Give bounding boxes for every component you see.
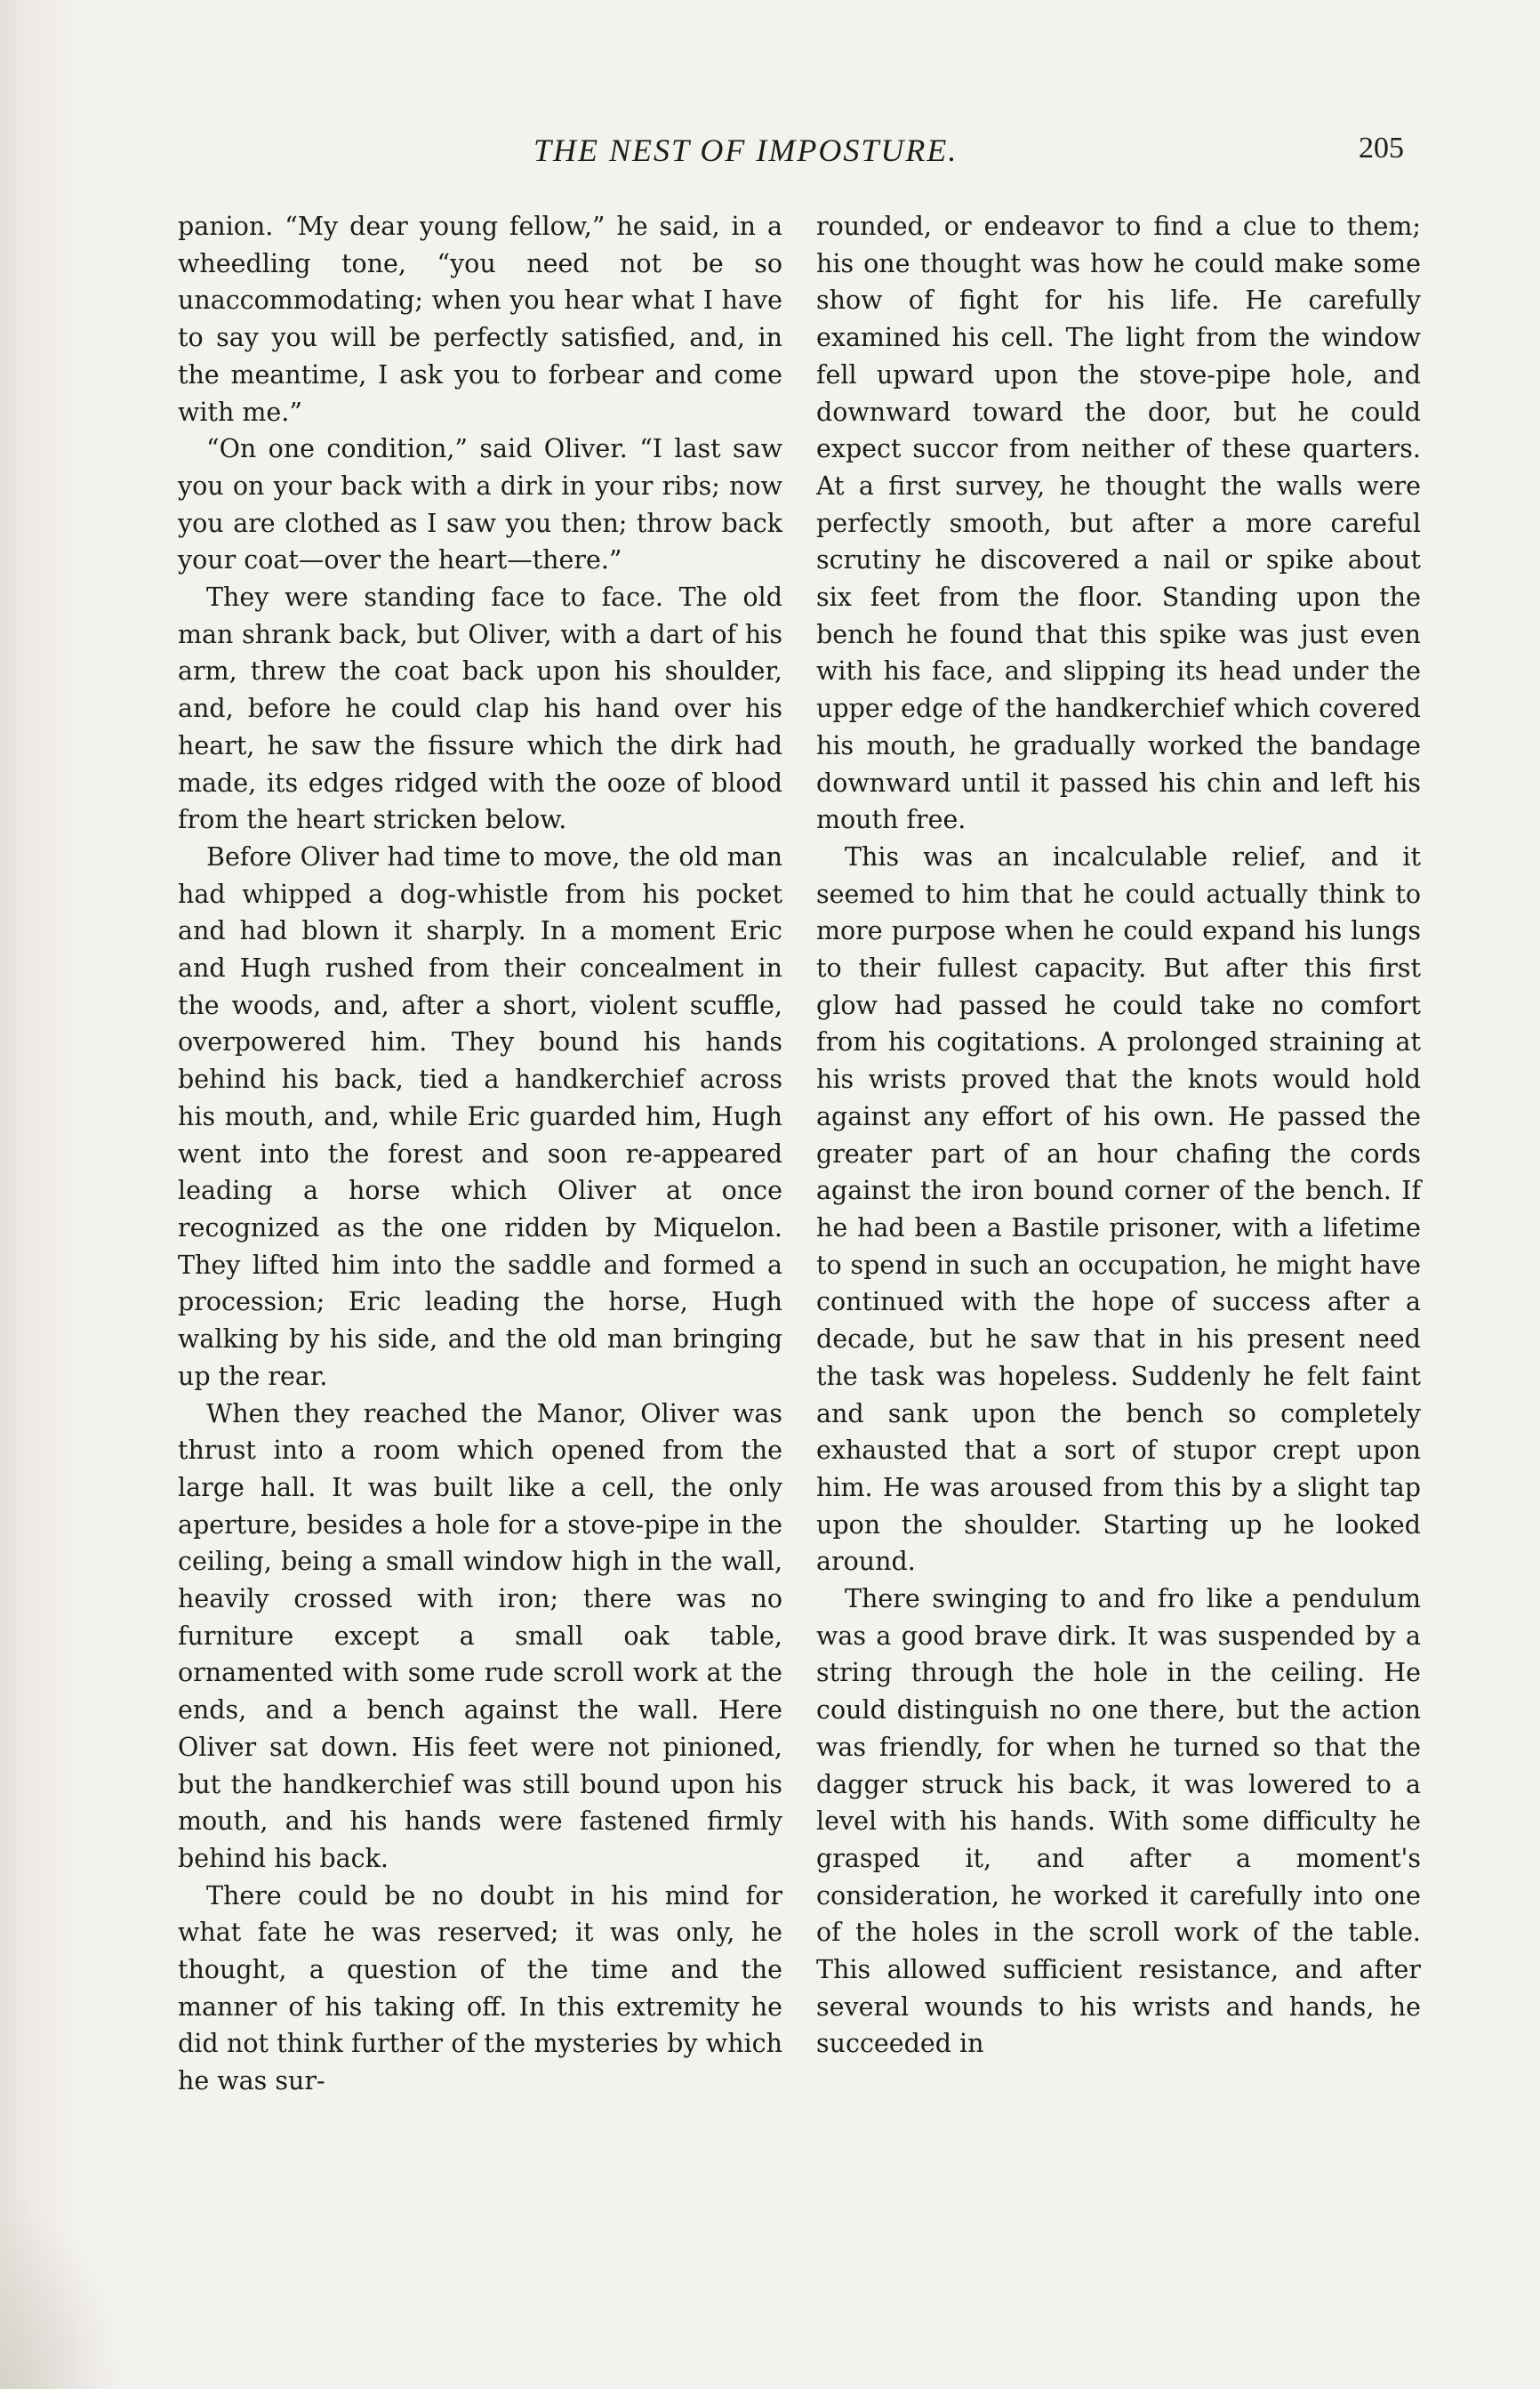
text-column-right (816, 208, 1421, 2063)
page-edge-shadow (0, 0, 80, 2389)
paragraph: They were standing face to face. The old man shrank back, but Oliver, with a dart of his arm, threw the coat back upon his shoulder, and, before he could clap his hand over his heart, he saw the fissure which the dirk had made, its edges ridged with the ooze of blood from the heart stricken below. (178, 583, 782, 835)
paragraph: “On one condition,” said Oliver. “I last saw you on your back with a dirk in your ribs; now you are clothed as I saw you then; throw back your coat—over the heart—there.” (178, 434, 782, 575)
paragraph: Before Oliver had time to move, the old man had whipped a dog-whistle from his pocket and had blown it sharply. In a moment Eric and Hugh rushed from their concealment in the woods, and, after a short, violent scuffle, overpowered him. They bound his hands behind his back, tied a handkerchief across his mouth, and, while Eric guarded him, Hugh went into the forest and soon re-appeared leading a horse which Oliver at once recognized as the one ridden by Miquelon. They lifted him into the saddle and formed a procession; Eric leading the horse, Hugh walking by his side, and the old man bringing up the rear. (178, 841, 782, 1391)
paragraph: This was an incalculable relief, and it seemed to him that he could actually think to more purpose when he could expand his lungs to their fullest capacity. But after this first glow had passed he could take no comfort from his cogitations. A prolonged straining at his wrists proved that the knots would hold against any effort of his own. He passed the greater part of an hour chafing the cords against the iron bound corner of the bench. If he had been a Bastile prisoner, with a lifetime to spend in such an occupation, he might have continued with the hope of success after a decade, but he saw that in his present need the task was hopeless. Suddenly he felt faint and sank upon the bench so completely exhausted that a sort of stupor crept upon him. He was aroused from this by a slight tap upon the shoulder. Starting up he looked around. (816, 841, 1421, 1577)
paragraph: There could be no doubt in his mind for what fate he was reserved; it was only, he thought, a question of the time and the manner of his taking off. In this extremity he did not think further of the mysteries by which he was sur- (178, 1880, 782, 2096)
paragraph: rounded, or endeavor to find a clue to them; his one thought was how he could make some show of fight for his life. He carefully examined his cell. The light from the window fell upward upon the stove-pipe hole, and downward toward the door, but he could expect succor from neither of these quarters. At a first survey, he thought the walls were perfectly smooth, but after a more careful scrutiny he discovered a nail or spike about six feet from the floor. Standing upon the bench he found that this spike was just even with his face, and slipping its head under the upper edge of the handkerchief which covered his mouth, he gradually worked the bandage downward until it passed his chin and left his mouth free. (816, 212, 1421, 835)
paragraph: panion. “My dear young fellow,” he said, in a wheedling tone, “you need not be so unaccommodating; when you hear what I have to say you will be perfectly satisfied, and, in the meantime, I ask you to forbear and come with me.” (178, 212, 782, 427)
text-column-left (178, 208, 782, 2100)
paragraph: There swinging to and fro like a pendulum was a good brave dirk. It was suspended by a string through the hole in the ceiling. He could distinguish no one there, but the action was friendly, for when he turned so that the dagger struck his back, it was lowered to a level with his hands. With some difficulty he grasped it, and after a moment's consideration, he worked it carefully into one of the holes in the scroll work of the table. This allowed sufficient resistance, and after several wounds to his wrists and hands, he succeeded in (816, 1584, 1421, 2059)
page-corner-stain (0, 2193, 124, 2389)
running-title: THE NEST OF IMPOSTURE. (533, 133, 958, 168)
page-number: 205 (1359, 132, 1404, 165)
paragraph: When they reached the Manor, Oliver was thrust into a room which opened from the large hall. It was built like a cell, the only aperture, besides a hole for a stove-pipe in the ceiling, being a small window high in the wall, heavily crossed with iron; there was no furniture except a small oak table, ornamented with some rude scroll work at the ends, and a bench against the wall. Here Oliver sat down. His feet were not pinioned, but the handkerchief was still bound upon his mouth, and his hands were fastened firmly behind his back. (178, 1398, 782, 1873)
